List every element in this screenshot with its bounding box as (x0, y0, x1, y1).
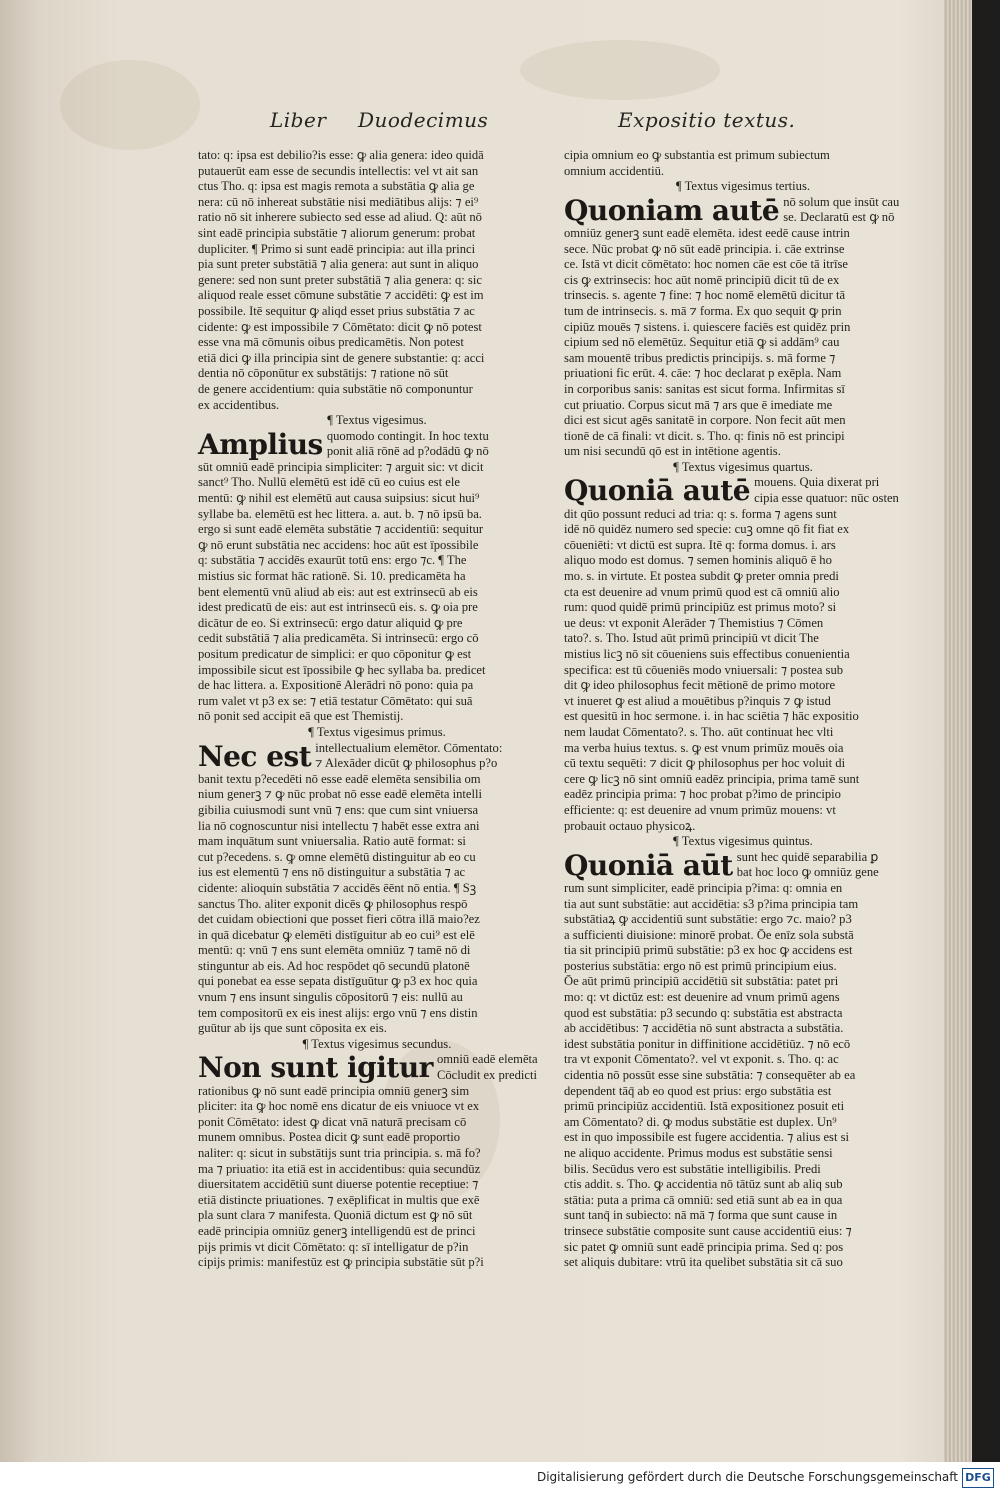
paragraph (198, 148, 556, 413)
text-line: omnium accidentiū. (564, 163, 665, 178)
text-line: Ōe aūt primū principiū accidētiū sit substātia: patet pri (564, 974, 839, 989)
header-left: Liber (270, 108, 327, 132)
text-line: cut priuatio. Corpus sicut mā ⁊ ars que ē imediate me (564, 397, 833, 412)
text-line: Cōcludit ex predicti (436, 1068, 537, 1083)
lemma-row (564, 475, 922, 506)
text-line: bat hoc loco ꝙ omniūz gene (736, 865, 879, 880)
text-line: posterius substātia: ergo nō est primū principium eius. (564, 958, 837, 973)
paragraph (564, 881, 922, 1271)
text-line: nō solum que insūt cau (783, 194, 900, 209)
text-line: cta est deuenire ad vnum primū quod est cā omniū alio (564, 584, 840, 599)
text-line: am Cōmentato? di. ꝙ modus substātie est duplex. Un⁹ (564, 1114, 837, 1129)
text-line: cipia omnium eo ꝙ substantia est primum subiectum (564, 148, 830, 162)
section-rubric: ¶ Textus vigesimus primus. (308, 724, 446, 739)
lemma-heading: Non sunt igitur (198, 1051, 433, 1085)
text-line: eadēz principia prima: ⁊ hoc probat p?imo de principio (564, 787, 841, 802)
text-line: pliciter: ita ꝙ hoc nomē ens dicatur de eis vniuoce vt ex (198, 1099, 480, 1114)
text-line: ne aliquo accidente. Primus modus est substātie sensi (564, 1146, 833, 1160)
text-line: pla sunt clara ⁊ manifesta. Quoniā dictum est ꝙ nō sūt (198, 1208, 473, 1223)
text-line: mo: q: vt dictūz est: est deuenire ad vnum primū agens (564, 990, 840, 1005)
text-line: esse vna mā cōmunis oibus predicamētis. Non potest (198, 335, 464, 350)
text-line: cū textu sequēti: ⁊ dicit ꝙ philosophus per hoc voluit di (564, 756, 846, 771)
text-line: bent elementū vnū aliud ab eis: aut est extrinsecū ab eis (198, 584, 478, 599)
text-line: lia nō cognoscuntur nisi intellectu ⁊ habēt esse extra ani (198, 818, 480, 833)
text-line: a sufficienti diuisione: minorē probat. Ōe enīz sola substā (564, 927, 854, 942)
text-line: impossibile sicut est īpossibile ꝙ hec syllaba ba. predicet (198, 662, 486, 677)
text-line: ctis addit. s. Tho. ꝙ accidentia nō tātūz sunt ab aliq sub (564, 1177, 843, 1192)
funding-credit: Digitalisierung gefördert durch die Deutsche Forschungsgemeinschaft (536, 1470, 958, 1484)
lemma-row (198, 429, 556, 460)
text-line: quomodo contingit. In hoc textu (326, 428, 489, 443)
right-column (564, 148, 922, 1271)
text-line: rum sunt simpliciter, eadē principia p?ima: q: omnia en (564, 880, 843, 895)
text-line: de genere accidentium: quia substātie nō componuntur (198, 381, 473, 396)
text-line: dependent tāq̄ ab eo quod est prius: ergo substātia est (564, 1083, 832, 1098)
text-line: ponit Cōmētato: idest ꝙ dicat vnā naturā precisam cō (198, 1114, 467, 1129)
lemma-heading: Quoniā autē (564, 474, 751, 508)
page-edge (944, 0, 972, 1462)
lemma-heading: Nec est (198, 739, 312, 773)
text-line: det cuidam obiectioni que posset fieri cōtra illā maio?ez (198, 912, 480, 927)
text-line: sanctus Tho. aliter exponit dicēs ꝙ philosophus respō (198, 896, 468, 911)
header-right: Expositio textus. (618, 108, 796, 132)
lemma-row (198, 1052, 556, 1083)
text-line: aliquod reale esset cōmune substātie ⁊ accidēti: ꝙ est im (198, 288, 484, 303)
text-line: bilis. Secūdus vero est substātie intelligibilis. Predi (564, 1161, 821, 1176)
text-line: cedit substātiā ⁊ alia predicamēta. Si intrinsecū: ergo cō (198, 631, 479, 646)
lemma-row (564, 195, 922, 226)
text-line: rum valet vt p3 ex se: ⁊ etiā testatur Cōmētato: qui suā (198, 693, 473, 708)
text-line: dupliciter. ¶ Primo si sunt eadē principia: aut illa princi (198, 241, 476, 256)
text-line: specifica: est tū cōueniēs modo vniuersali: ⁊ postea sub (564, 662, 844, 677)
paragraph (198, 1084, 556, 1271)
stain (520, 40, 720, 100)
text-line: pijs primis vt dicit Cōmētato: q: sī intelligatur de p?in (198, 1239, 469, 1254)
text-line: guūtur ab ijs que sunt cōposita ex eis. (198, 1021, 387, 1036)
text-line: rationibus ꝙ nō sunt eadē principia omniū generꝫ sim (198, 1083, 470, 1098)
text-line: mentū: ꝙ nihil est elemētū aut causa suipsius: sicut hui⁹ (198, 491, 480, 506)
paragraph (564, 226, 922, 460)
text-line: stinguntur ab eis. Ad hoc respōdet qō secundū platonē (198, 958, 470, 973)
text-line: positum predicatur de simplici: er quo cōponitur ꝙ est (198, 647, 472, 661)
text-line: possibile. Itē sequitur ꝙ aliqd esset prius substātia ⁊ ac (198, 303, 475, 318)
lemma-heading: Amplius (198, 427, 323, 461)
text-line: ius est elementū ⁊ ens nō distinguitur a substātia ⁊ ac (198, 865, 466, 880)
text-line: in corporibus sanis: sanitas est sicut forma. Infirmitas sī (564, 381, 845, 396)
text-line: nem laudat Cōmentato?. s. Tho. aūt continuat hec vlti (564, 724, 834, 739)
text-line: diuersitatem accidētiū sunt diuerse potentie receptiue: ⁊ (198, 1177, 479, 1192)
text-line: sece. Nūc probat ꝙ nō sūt eadē principia. i. cāe extrinse (564, 241, 845, 256)
text-line: ⁊ Alexāder dicūt ꝙ philosophus p?o (315, 756, 498, 771)
text-line: primū principiūz accidentiū. Istā expositionez posuit eti (564, 1099, 845, 1114)
text-line: syllabe ba. elemētū est hec littera. a. aut. b. ⁊ nō ipsū ba. (198, 506, 482, 521)
text-line: substātiaꝝ ꝙ accidentiū sunt substātie: ergo ⁊c. maio? p3 (564, 912, 852, 927)
text-line: q: substātia ⁊ accidēs exaurūt totū ens: ergo ⁊c. ¶ The (198, 553, 467, 568)
section-rubric: ¶ Textus vigesimus quartus. (673, 459, 813, 474)
text-line: dit qūo possunt reduci ad tria: q: s. forma ⁊ agens sunt (564, 506, 837, 521)
text-line: ratio nō sit inherere subiecto sed esse ad aliud. Q: aūt nō (198, 210, 482, 225)
lemma-heading: Quoniam autē (564, 193, 780, 227)
text-line: etiā dici ꝙ illa principia sint de genere substantie: q: acci (198, 350, 485, 365)
text-line: mo. s. in virtute. Et postea subdit ꝙ preter omnia predi (564, 569, 839, 584)
text-line: etiā distincte priuationes. ⁊ exēplificat in multis que exē (198, 1192, 480, 1207)
text-line: tionē de cā finali: vt dicit. s. Tho. q: finis nō est principi (564, 428, 845, 443)
text-line: priuationi fic erūt. 4. cāe: ⁊ hoc declarat p exēpla. Nam (564, 366, 842, 381)
text-line: cidentia nō possūt esse sine substātia: ⁊ consequēter ab ea (564, 1068, 856, 1083)
text-line: probauit octauo physicoꝝ. (564, 818, 696, 833)
text-line: cere ꝙ licꝫ nō sint omniū eadēz principia, prima tamē sunt (564, 771, 860, 786)
text-line: cut p?ecedens. s. ꝙ omne elemētū distinguitur ab eo cu (198, 849, 476, 864)
text-line: idē nō quidēz numero sed specie: cuꝫ omne qō fit fiat ex (564, 522, 850, 537)
text-line: rum: quod quidē primū principiūz est primus moto? si (564, 600, 837, 615)
text-line: cipium sed nō elemētūz. Sequitur etiā ꝙ si addām⁹ cau (564, 335, 840, 350)
text-line: eadē principia omniūz generꝫ intelligendū est de princi (198, 1223, 476, 1238)
paragraph (564, 507, 922, 834)
text-line: cōueniēti: vt dictū est supra. Itē q: forma domus. i. ars (564, 537, 836, 552)
text-line: ma verba huius textus. s. ꝙ est vnum primūz mouēs oia (564, 740, 844, 755)
text-line: idest predicatū de eis: aut est intrinsecū eis. s. ꝙ oia pre (198, 600, 478, 615)
lemma-row (564, 850, 922, 881)
text-line: nera: cū nō inhereat substātie nisi mediātibus alijs: ⁊ ei⁹ (198, 194, 479, 209)
footer-bar (0, 1462, 1000, 1493)
text-line: in quā dicebatur ꝙ elemēti distīguitur ab eo cui⁹ est elē (198, 927, 475, 942)
text-line: qui ponebat ea esse sepata distīguūtur ꝙ p3 ex hoc quia (198, 974, 478, 989)
text-line: idest substātia ponitur in diffinitione accidētiūz. ⁊ nō ecō (564, 1036, 851, 1051)
lemma-row (198, 741, 556, 772)
text-line: cidente: alioquin substātia ⁊ accidēs ēēnt nō entia. ¶ Sꝫ (198, 880, 477, 895)
text-line: nō ponit sed accipit eā que est Themistij. (198, 709, 404, 724)
stain (60, 60, 200, 150)
dfg-logo-icon: DFG (962, 1468, 994, 1488)
text-line: cis ꝙ extrinsecis: hoc aūt nomē principiū dicit tū de ex (564, 272, 840, 287)
section-rubric: ¶ Textus vigesimus quintus. (673, 834, 813, 849)
text-line: ꝙ nō erunt substātia nec accidens: hoc aūt est īpossibile (198, 537, 479, 552)
text-line: sanct⁹ Tho. Nullū elemētū est idē cū eo cuius est ele (198, 475, 460, 490)
text-line: dici est sicut agēs sanitatē in corpore. Non fecit aūt men (564, 413, 846, 428)
text-line: tato: q: ipsa est debilio?is esse: ꝙ alia genera: ideo quidā (198, 148, 484, 162)
text-line: sūt omniū eadē principia simpliciter: ⁊ arguit sic: vt dicit (198, 459, 484, 474)
text-line: est quesitū in hoc sermone. i. in hac sciētia ⁊ hāc expositio (564, 709, 859, 724)
header-center: Duodecimus (358, 108, 489, 132)
text-line: banit textu p?ecedēti nō esse eadē elemēta sensibilia om (198, 771, 481, 786)
text-line: mistius sic format hāc rationē. Si. 10. predicamēta ha (198, 569, 466, 584)
paragraph (198, 460, 556, 725)
text-line: cipia esse quatuor: nūc osten (754, 491, 899, 506)
text-line: genere: sed non sunt preter substātiā ⁊ alia genera: q: sic (198, 272, 482, 287)
text-line: dit ꝙ ideo philosophus fecit mētionē de primo motore (564, 678, 836, 693)
text-line: sam mouentē tribus predictis principijs. s. mā forme ⁊ (564, 350, 836, 365)
text-line: efficiente: q: est deuenire ad vnum primūz mouens: vt (564, 802, 836, 817)
text-line: ctus Tho. q: ipsa est magis remota a substātia ꝙ alia ge (198, 179, 475, 194)
text-line: munem omnibus. Postea dicit ꝙ sunt eadē proportio (198, 1130, 460, 1145)
text-line: gibilia cuiusmodi sunt vnū ⁊ ens: que cum sint vniuersa (198, 802, 479, 817)
text-line: stātia: puta a prima cā omniū: sed etiā sunt ab ea in qua (564, 1192, 843, 1207)
text-line: ponit aliā rōnē ad p?odādū ꝙ nō (326, 444, 489, 459)
text-line: mentū: q: vnū ⁊ ens sunt elemēta omniūz ⁊ tamē nō di (198, 943, 471, 958)
text-line: ma ⁊ priuatio: ita etiā est in accidentibus: quia secundūz (198, 1161, 481, 1176)
section-rubric: ¶ Textus vigesimus secundus. (302, 1036, 452, 1051)
text-line: est in quo impossibile est fugere accidentia. ⁊ alius est si (564, 1130, 850, 1145)
text-line: mam inquātum sunt vniuersalia. Ratio autē format: si (198, 834, 466, 849)
text-line: set aliquis dubitare: vtrū ita quelibet substātia sit cā suo (564, 1255, 843, 1270)
text-line: tem compositorū ex eis inest alijs: ergo vnū ⁊ ens distin (198, 1005, 478, 1020)
lemma-heading: Quoniā aūt (564, 848, 733, 882)
text-line: cidente: ꝙ est impossibile ⁊ Cōmētato: dicit ꝙ nō potest (198, 319, 482, 334)
text-line: tia sit principiū primū substātie: p3 ex hoc ꝙ accidens est (564, 943, 853, 958)
text-line: putauerūt eam esse de secundis intellectis: vel vt ait san (198, 163, 479, 178)
text-line: mouens. Quia dixerat pri (754, 475, 880, 490)
text-line: tum de intrinsecis. s. mā ⁊ forma. Ex quo sequit ꝙ prin (564, 303, 842, 318)
text-line: sunt tanq̄ in subiecto: nā mā ⁊ forma que sunt cause in (564, 1208, 838, 1223)
text-line: aliquo modo est domus. ⁊ semen hominis aliquō ē ho (564, 553, 832, 568)
text-line: nium generꝫ ⁊ ꝙ nūc probat nō esse eadē elemēta intelli (198, 787, 482, 802)
text-line: trinsecis. s. agente ⁊ fine: ⁊ hoc nomē elemētū dicitur tā (564, 288, 846, 303)
text-line: intellectualium elemētor. Cōmentato: (315, 740, 503, 755)
left-column (198, 148, 556, 1271)
text-line: ab accidētibus: ⁊ accidētia nō sunt abstracta a substātia. (564, 1021, 844, 1036)
text-line: vnum ⁊ ens insunt singulis cōpositorū ⁊ eis: nullū au (198, 990, 463, 1005)
text-line: dicātur de eo. Si extrinsecū: ergo datur aliquid ꝙ pre (198, 615, 463, 630)
text-line: pia sunt preter substātiā ⁊ alia genera: aut sunt in aliquo (198, 257, 479, 272)
text-line: omniūz generꝫ sunt eadē elemēta. idest eedē cause intrin (564, 225, 850, 240)
text-line: vt inueret ꝙ est aliud a mouētibus p?inquis ⁊ ꝙ istud (564, 693, 831, 708)
text-line: quod est substātia: p3 secundo q: substātia est abstracta (564, 1005, 843, 1020)
text-line: tato?. s. Tho. Istud aūt primū principiū vt dicit The (564, 631, 819, 646)
text-line: naliter: q: sicut in substātijs sunt tria principia. s. mā fo? (198, 1146, 481, 1160)
text-line: tia aut sunt substātie: aut accidētia: s3 p?ima principia tam (564, 896, 859, 911)
text-line: ergo si sunt eadē elemēta substātie ⁊ accidentiū: sequitur (198, 522, 484, 537)
text-line: se. Declaratū est ꝙ nō (783, 210, 895, 225)
text-line: mistius licꝫ nō sit cōueniens suis effectibus conuenientia (564, 647, 850, 661)
text-line: ex accidentibus. (198, 397, 280, 412)
text-line: sic patet ꝙ omniū sunt eadē principia prima. Sed q: pos (564, 1239, 844, 1254)
text-line: omniū eadē elemēta (436, 1052, 538, 1067)
paragraph (564, 148, 922, 179)
text-line: um nisi secundū qō est in intētione agentis. (564, 444, 781, 459)
text-line: cipiūz mouēs ⁊ sistens. i. quiescere faciēs est quidēz prin (564, 319, 851, 334)
text-line: ce. Istā vt dicit cōmētato: hoc nomen cāe est cōe tā itrīse (564, 257, 848, 272)
section-rubric: ¶ Textus vigesimus. (327, 413, 427, 428)
text-line: trinsece substātie composite sunt cause accidentiū eius: ⁊ (564, 1223, 852, 1238)
text-line: ue deus: vt exponit Alerāder ⁊ Themistius ⁊ Cōmen (564, 615, 824, 630)
text-line: dentia nō cōponūtur ex substātijs: ⁊ ratione nō sūt (198, 366, 449, 381)
text-line: sunt hec quidē separabilia ꝑ (736, 849, 879, 864)
section-rubric: ¶ Textus vigesimus tertius. (675, 179, 811, 194)
text-line: cipijs primis: manifestūz est ꝙ principia substātie sūt p?i (198, 1255, 484, 1270)
text-line: tra vt exponit Cōmentato?. vel vt exponit. s. Tho. q: ac (564, 1052, 839, 1067)
paragraph (198, 772, 556, 1037)
text-line: de hac littera. a. Expositionē Alerādri nō pono: quia pa (198, 678, 474, 693)
text-line: sint eadē principia substātie ⁊ aliorum generum: probat (198, 225, 476, 240)
